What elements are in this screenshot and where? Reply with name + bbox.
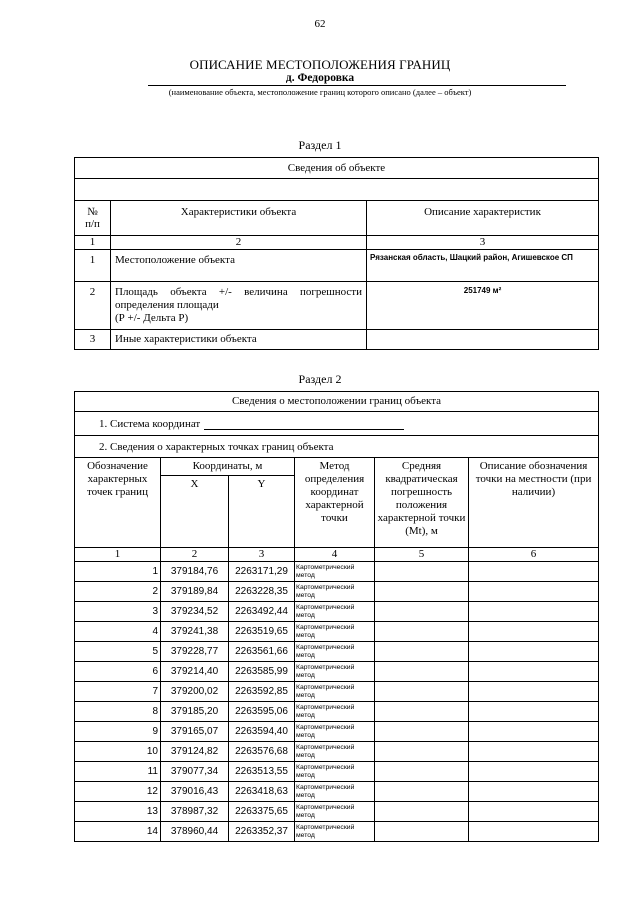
coord-x: 379185,20 (161, 702, 229, 722)
section1-empty-row (75, 179, 599, 201)
section2-heading: Сведения о местоположении границ объекта (75, 392, 599, 412)
object-name-underline (148, 85, 566, 86)
table-row (75, 622, 599, 642)
method-cell: Картометрический метод (295, 682, 375, 702)
description-cell (469, 822, 599, 842)
section1-heading: Сведения об объекте (75, 158, 599, 179)
location-value: Рязанская область, Шацкий район, Агишевское СП (367, 250, 599, 282)
point-number: 10 (75, 742, 161, 762)
table-row (75, 562, 599, 582)
point-number: 12 (75, 782, 161, 802)
method-cell: Картометрический метод (295, 762, 375, 782)
coord-x: 379189,84 (161, 582, 229, 602)
col-index: 4 (295, 548, 375, 562)
coord-y: 2263352,37 (229, 822, 295, 842)
coord-x: 378987,32 (161, 802, 229, 822)
accuracy-cell (375, 702, 469, 722)
method-cell: Картометрический метод (295, 722, 375, 742)
header-point: Обозначение характерных точек границ (75, 458, 161, 548)
description-cell (469, 682, 599, 702)
method-cell: Картометрический метод (295, 822, 375, 842)
page-number: 62 (314, 18, 326, 30)
row-name: Иные характеристики объекта (111, 330, 367, 350)
point-number: 11 (75, 762, 161, 782)
points-label: 2. Сведения о характерных точках границ объекта (75, 436, 599, 458)
table-row (75, 582, 599, 602)
table-row (75, 602, 599, 622)
coord-x: 379200,02 (161, 682, 229, 702)
description-cell (469, 562, 599, 582)
point-number: 1 (75, 562, 161, 582)
accuracy-cell (375, 682, 469, 702)
accuracy-cell (375, 582, 469, 602)
row-name: Площадь объекта +/- величина погрешности определения площади (Р +/- Дельта Р) (111, 282, 367, 330)
object-caption: (наименование объекта, местоположение границ которого описано (далее – объект) (168, 87, 472, 97)
method-cell: Картометрический метод (295, 662, 375, 682)
accuracy-cell (375, 662, 469, 682)
method-cell: Картометрический метод (295, 582, 375, 602)
point-number: 2 (75, 582, 161, 602)
coord-y: 2263595,06 (229, 702, 295, 722)
coord-x: 379165,07 (161, 722, 229, 742)
description-cell (469, 782, 599, 802)
header-description: Описание обозначения точки на местности (при наличии) (469, 458, 599, 548)
description-cell (469, 642, 599, 662)
method-cell: Картометрический метод (295, 742, 375, 762)
coord-system-label: 1. Система координат (99, 417, 201, 430)
object-info-table (74, 157, 599, 350)
table-row (75, 642, 599, 662)
other-value (367, 330, 599, 350)
coord-x: 379016,43 (161, 782, 229, 802)
coord-x: 378960,44 (161, 822, 229, 842)
coord-system-blank (204, 418, 404, 430)
table-row (75, 822, 599, 842)
description-cell (469, 702, 599, 722)
accuracy-cell (375, 822, 469, 842)
table-row (75, 682, 599, 702)
points-body (75, 562, 599, 842)
col-index: 5 (375, 548, 469, 562)
description-cell (469, 742, 599, 762)
point-number: 5 (75, 642, 161, 662)
accuracy-cell (375, 562, 469, 582)
table-row (75, 782, 599, 802)
row-name: Местоположение объекта (111, 250, 367, 282)
coord-y: 2263171,29 (229, 562, 295, 582)
point-number: 13 (75, 802, 161, 822)
header-accuracy: Средняя квадратическая погрешность положения характерной точки (Mt), м (375, 458, 469, 548)
coord-y: 2263418,63 (229, 782, 295, 802)
accuracy-cell (375, 602, 469, 622)
description-cell (469, 762, 599, 782)
coord-y: 2263594,40 (229, 722, 295, 742)
point-number: 14 (75, 822, 161, 842)
area-value: 251749 м² (367, 282, 599, 330)
method-cell: Картометрический метод (295, 622, 375, 642)
method-cell: Картометрический метод (295, 802, 375, 822)
header-x: X (161, 476, 229, 548)
point-number: 3 (75, 602, 161, 622)
col-index: 6 (469, 548, 599, 562)
table-row (75, 742, 599, 762)
col-index: 3 (367, 236, 599, 250)
header-y: Y (229, 476, 295, 548)
table-row (75, 662, 599, 682)
row-num: 1 (75, 250, 111, 282)
header-coords: Координаты, м (161, 458, 295, 476)
coord-y: 2263519,65 (229, 622, 295, 642)
table-row (75, 702, 599, 722)
accuracy-cell (375, 802, 469, 822)
accuracy-cell (375, 742, 469, 762)
header-num: № п/п (75, 201, 111, 236)
point-number: 4 (75, 622, 161, 642)
document-title: ОПИСАНИЕ МЕСТОПОЛОЖЕНИЯ ГРАНИЦ (189, 57, 451, 72)
col-index: 3 (229, 548, 295, 562)
coord-y: 2263228,35 (229, 582, 295, 602)
coord-y: 2263585,99 (229, 662, 295, 682)
coord-x: 379241,38 (161, 622, 229, 642)
col-index: 1 (75, 548, 161, 562)
method-cell: Картометрический метод (295, 642, 375, 662)
accuracy-cell (375, 782, 469, 802)
point-number: 7 (75, 682, 161, 702)
accuracy-cell (375, 722, 469, 742)
description-cell (469, 662, 599, 682)
description-cell (469, 602, 599, 622)
accuracy-cell (375, 642, 469, 662)
coord-system-row (75, 412, 599, 436)
object-name: д. Федоровка (285, 72, 355, 84)
point-number: 8 (75, 702, 161, 722)
header-method: Метод определения координат характерной точки (295, 458, 375, 548)
table-row (75, 762, 599, 782)
point-number: 6 (75, 662, 161, 682)
boundary-points-table (74, 391, 599, 842)
coord-y: 2263375,65 (229, 802, 295, 822)
coord-y: 2263513,55 (229, 762, 295, 782)
coord-y: 2263561,66 (229, 642, 295, 662)
accuracy-cell (375, 762, 469, 782)
row-num: 3 (75, 330, 111, 350)
header-characteristics: Характеристики объекта (111, 201, 367, 236)
accuracy-cell (375, 622, 469, 642)
table-row (75, 802, 599, 822)
method-cell: Картометрический метод (295, 702, 375, 722)
coord-x: 379124,82 (161, 742, 229, 762)
method-cell: Картометрический метод (295, 602, 375, 622)
method-cell: Картометрический метод (295, 562, 375, 582)
header-description: Описание характеристик (367, 201, 599, 236)
description-cell (469, 802, 599, 822)
table-row (75, 722, 599, 742)
col-index: 2 (161, 548, 229, 562)
col-index: 2 (111, 236, 367, 250)
coord-y: 2263592,85 (229, 682, 295, 702)
point-number: 9 (75, 722, 161, 742)
description-cell (469, 582, 599, 602)
coord-x: 379184,76 (161, 562, 229, 582)
coord-y: 2263576,68 (229, 742, 295, 762)
section2-label: Раздел 2 (298, 372, 342, 386)
section1-label: Раздел 1 (298, 138, 342, 152)
coord-x: 379234,52 (161, 602, 229, 622)
col-index: 1 (75, 236, 111, 250)
description-cell (469, 722, 599, 742)
coord-x: 379077,34 (161, 762, 229, 782)
method-cell: Картометрический метод (295, 782, 375, 802)
row-num: 2 (75, 282, 111, 330)
coord-y: 2263492,44 (229, 602, 295, 622)
description-cell (469, 622, 599, 642)
coord-x: 379228,77 (161, 642, 229, 662)
coord-x: 379214,40 (161, 662, 229, 682)
